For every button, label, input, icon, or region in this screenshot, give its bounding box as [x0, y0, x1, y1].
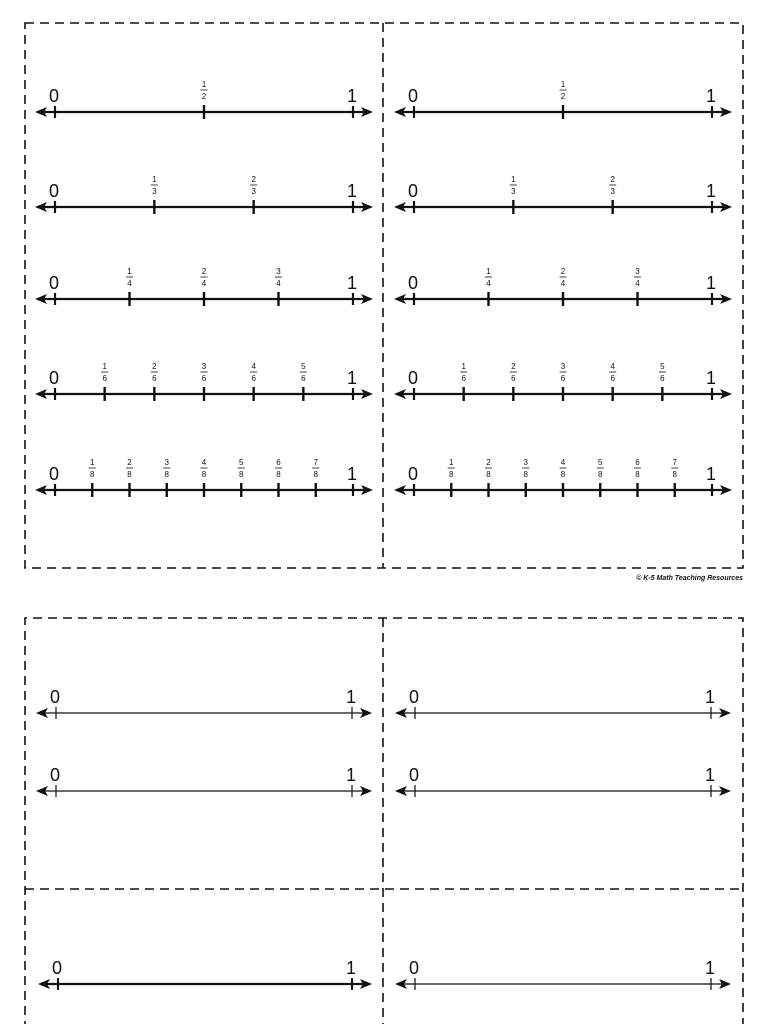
fraction-denominator: 8: [598, 470, 603, 479]
fraction-denominator: 2: [560, 92, 566, 101]
fraction-numerator: 1: [201, 80, 207, 89]
label-zero: 0: [407, 464, 419, 484]
number-line-2-left: [35, 80, 373, 119]
label-zero: 0: [407, 181, 419, 201]
top-sheet-border: [25, 23, 743, 568]
label-one: 1: [345, 958, 357, 978]
fraction-numerator: 3: [276, 267, 281, 276]
label-zero: 0: [48, 368, 60, 388]
blank-number-line-2-right: [395, 765, 731, 797]
blank-number-line-2-left: [36, 765, 372, 797]
fraction-numerator: 3: [201, 362, 207, 371]
fraction-numerator: 2: [560, 267, 566, 276]
fraction-numerator: 2: [152, 362, 157, 371]
fraction-denominator: 8: [313, 470, 318, 479]
label-one: 1: [346, 273, 358, 293]
number-line-3-left: [35, 175, 373, 214]
fraction-numerator: 5: [239, 458, 244, 467]
fraction-numerator: 1: [127, 267, 132, 276]
number-line-4-right: [394, 267, 732, 306]
number-line-8-left: [35, 458, 373, 497]
number-line-4-left: [35, 267, 373, 306]
label-one: 1: [704, 687, 716, 707]
fraction-denominator: 8: [164, 470, 169, 479]
blank-number-line-3-left: [38, 958, 372, 990]
label-one: 1: [705, 368, 717, 388]
fraction-denominator: 6: [660, 374, 665, 383]
fraction-denominator: 8: [560, 470, 566, 479]
label-one: 1: [346, 86, 358, 106]
label-one: 1: [705, 86, 717, 106]
fraction-numerator: 5: [660, 362, 665, 371]
fraction-denominator: 6: [251, 374, 256, 383]
fraction-denominator: 8: [523, 470, 528, 479]
label-zero: 0: [407, 273, 419, 293]
number-line-8-right: [394, 458, 732, 497]
fraction-numerator: 7: [313, 458, 318, 467]
fraction-denominator: 4: [276, 279, 281, 288]
number-line-2-right: [394, 80, 732, 119]
blank-number-line-3-right: [395, 958, 731, 990]
bottom-sheet-border: [25, 618, 743, 1024]
fraction-numerator: 1: [102, 362, 107, 371]
fraction-numerator: 3: [635, 267, 640, 276]
label-zero: 0: [48, 464, 60, 484]
fraction-denominator: 4: [127, 279, 132, 288]
label-one: 1: [345, 765, 357, 785]
fraction-denominator: 3: [511, 187, 516, 196]
fraction-numerator: 3: [164, 458, 169, 467]
fraction-denominator: 8: [201, 470, 207, 479]
fraction-numerator: 2: [610, 175, 615, 184]
blank-number-line-1-left: [36, 687, 372, 719]
fraction-denominator: 8: [127, 470, 132, 479]
label-one: 1: [705, 464, 717, 484]
fraction-numerator: 1: [449, 458, 454, 467]
fraction-numerator: 5: [598, 458, 603, 467]
fraction-numerator: 1: [486, 267, 491, 276]
blank-number-line-1-right: [395, 687, 731, 719]
label-one: 1: [345, 687, 357, 707]
fraction-denominator: 6: [461, 374, 466, 383]
label-zero: 0: [408, 687, 420, 707]
fraction-numerator: 1: [461, 362, 466, 371]
fraction-numerator: 7: [672, 458, 677, 467]
label-zero: 0: [48, 273, 60, 293]
fraction-numerator: 6: [635, 458, 640, 467]
fraction-numerator: 2: [251, 175, 256, 184]
fraction-numerator: 2: [511, 362, 516, 371]
label-one: 1: [346, 181, 358, 201]
label-zero: 0: [48, 181, 60, 201]
fraction-numerator: 2: [201, 267, 207, 276]
fraction-numerator: 4: [610, 362, 615, 371]
fraction-numerator: 2: [127, 458, 132, 467]
fraction-numerator: 4: [251, 362, 256, 371]
label-one: 1: [704, 958, 716, 978]
fraction-denominator: 8: [635, 470, 640, 479]
fraction-numerator: 1: [560, 80, 566, 89]
fraction-denominator: 3: [152, 187, 157, 196]
fraction-denominator: 6: [511, 374, 516, 383]
fraction-numerator: 4: [560, 458, 566, 467]
label-one: 1: [705, 273, 717, 293]
label-one: 1: [346, 464, 358, 484]
fraction-numerator: 1: [152, 175, 157, 184]
label-zero: 0: [407, 368, 419, 388]
fraction-denominator: 8: [239, 470, 244, 479]
fraction-denominator: 4: [560, 279, 566, 288]
label-zero: 0: [407, 86, 419, 106]
fraction-denominator: 3: [610, 187, 615, 196]
fraction-denominator: 4: [635, 279, 640, 288]
cut-lines: [25, 23, 743, 1024]
copyright-notice: © K-5 Math Teaching Resources: [636, 575, 743, 582]
fraction-numerator: 3: [560, 362, 566, 371]
fraction-denominator: 6: [301, 374, 306, 383]
fraction-numerator: 1: [511, 175, 516, 184]
label-one: 1: [346, 368, 358, 388]
fraction-denominator: 8: [486, 470, 491, 479]
label-zero: 0: [49, 765, 61, 785]
label-zero: 0: [408, 958, 420, 978]
fraction-denominator: 6: [201, 374, 207, 383]
fraction-denominator: 2: [201, 92, 207, 101]
fraction-numerator: 3: [523, 458, 528, 467]
fraction-numerator: 6: [276, 458, 281, 467]
number-line-6-left: [35, 362, 373, 401]
label-zero: 0: [408, 765, 420, 785]
fraction-denominator: 6: [152, 374, 157, 383]
label-one: 1: [704, 765, 716, 785]
fraction-denominator: 8: [672, 470, 677, 479]
fraction-denominator: 8: [276, 470, 281, 479]
fraction-numerator: 4: [201, 458, 207, 467]
fraction-denominator: 6: [610, 374, 615, 383]
fraction-denominator: 6: [102, 374, 107, 383]
fraction-denominator: 4: [486, 279, 491, 288]
label-zero: 0: [48, 86, 60, 106]
label-one: 1: [705, 181, 717, 201]
fraction-numerator: 1: [90, 458, 95, 467]
label-zero: 0: [49, 687, 61, 707]
fraction-denominator: 6: [560, 374, 566, 383]
fraction-numerator: 5: [301, 362, 306, 371]
fraction-denominator: 4: [201, 279, 207, 288]
number-line-6-right: [394, 362, 732, 401]
fraction-denominator: 3: [251, 187, 256, 196]
fraction-numerator: 2: [486, 458, 491, 467]
fraction-denominator: 8: [449, 470, 454, 479]
label-zero: 0: [51, 958, 63, 978]
number-line-3-right: [394, 175, 732, 214]
fraction-denominator: 8: [90, 470, 95, 479]
